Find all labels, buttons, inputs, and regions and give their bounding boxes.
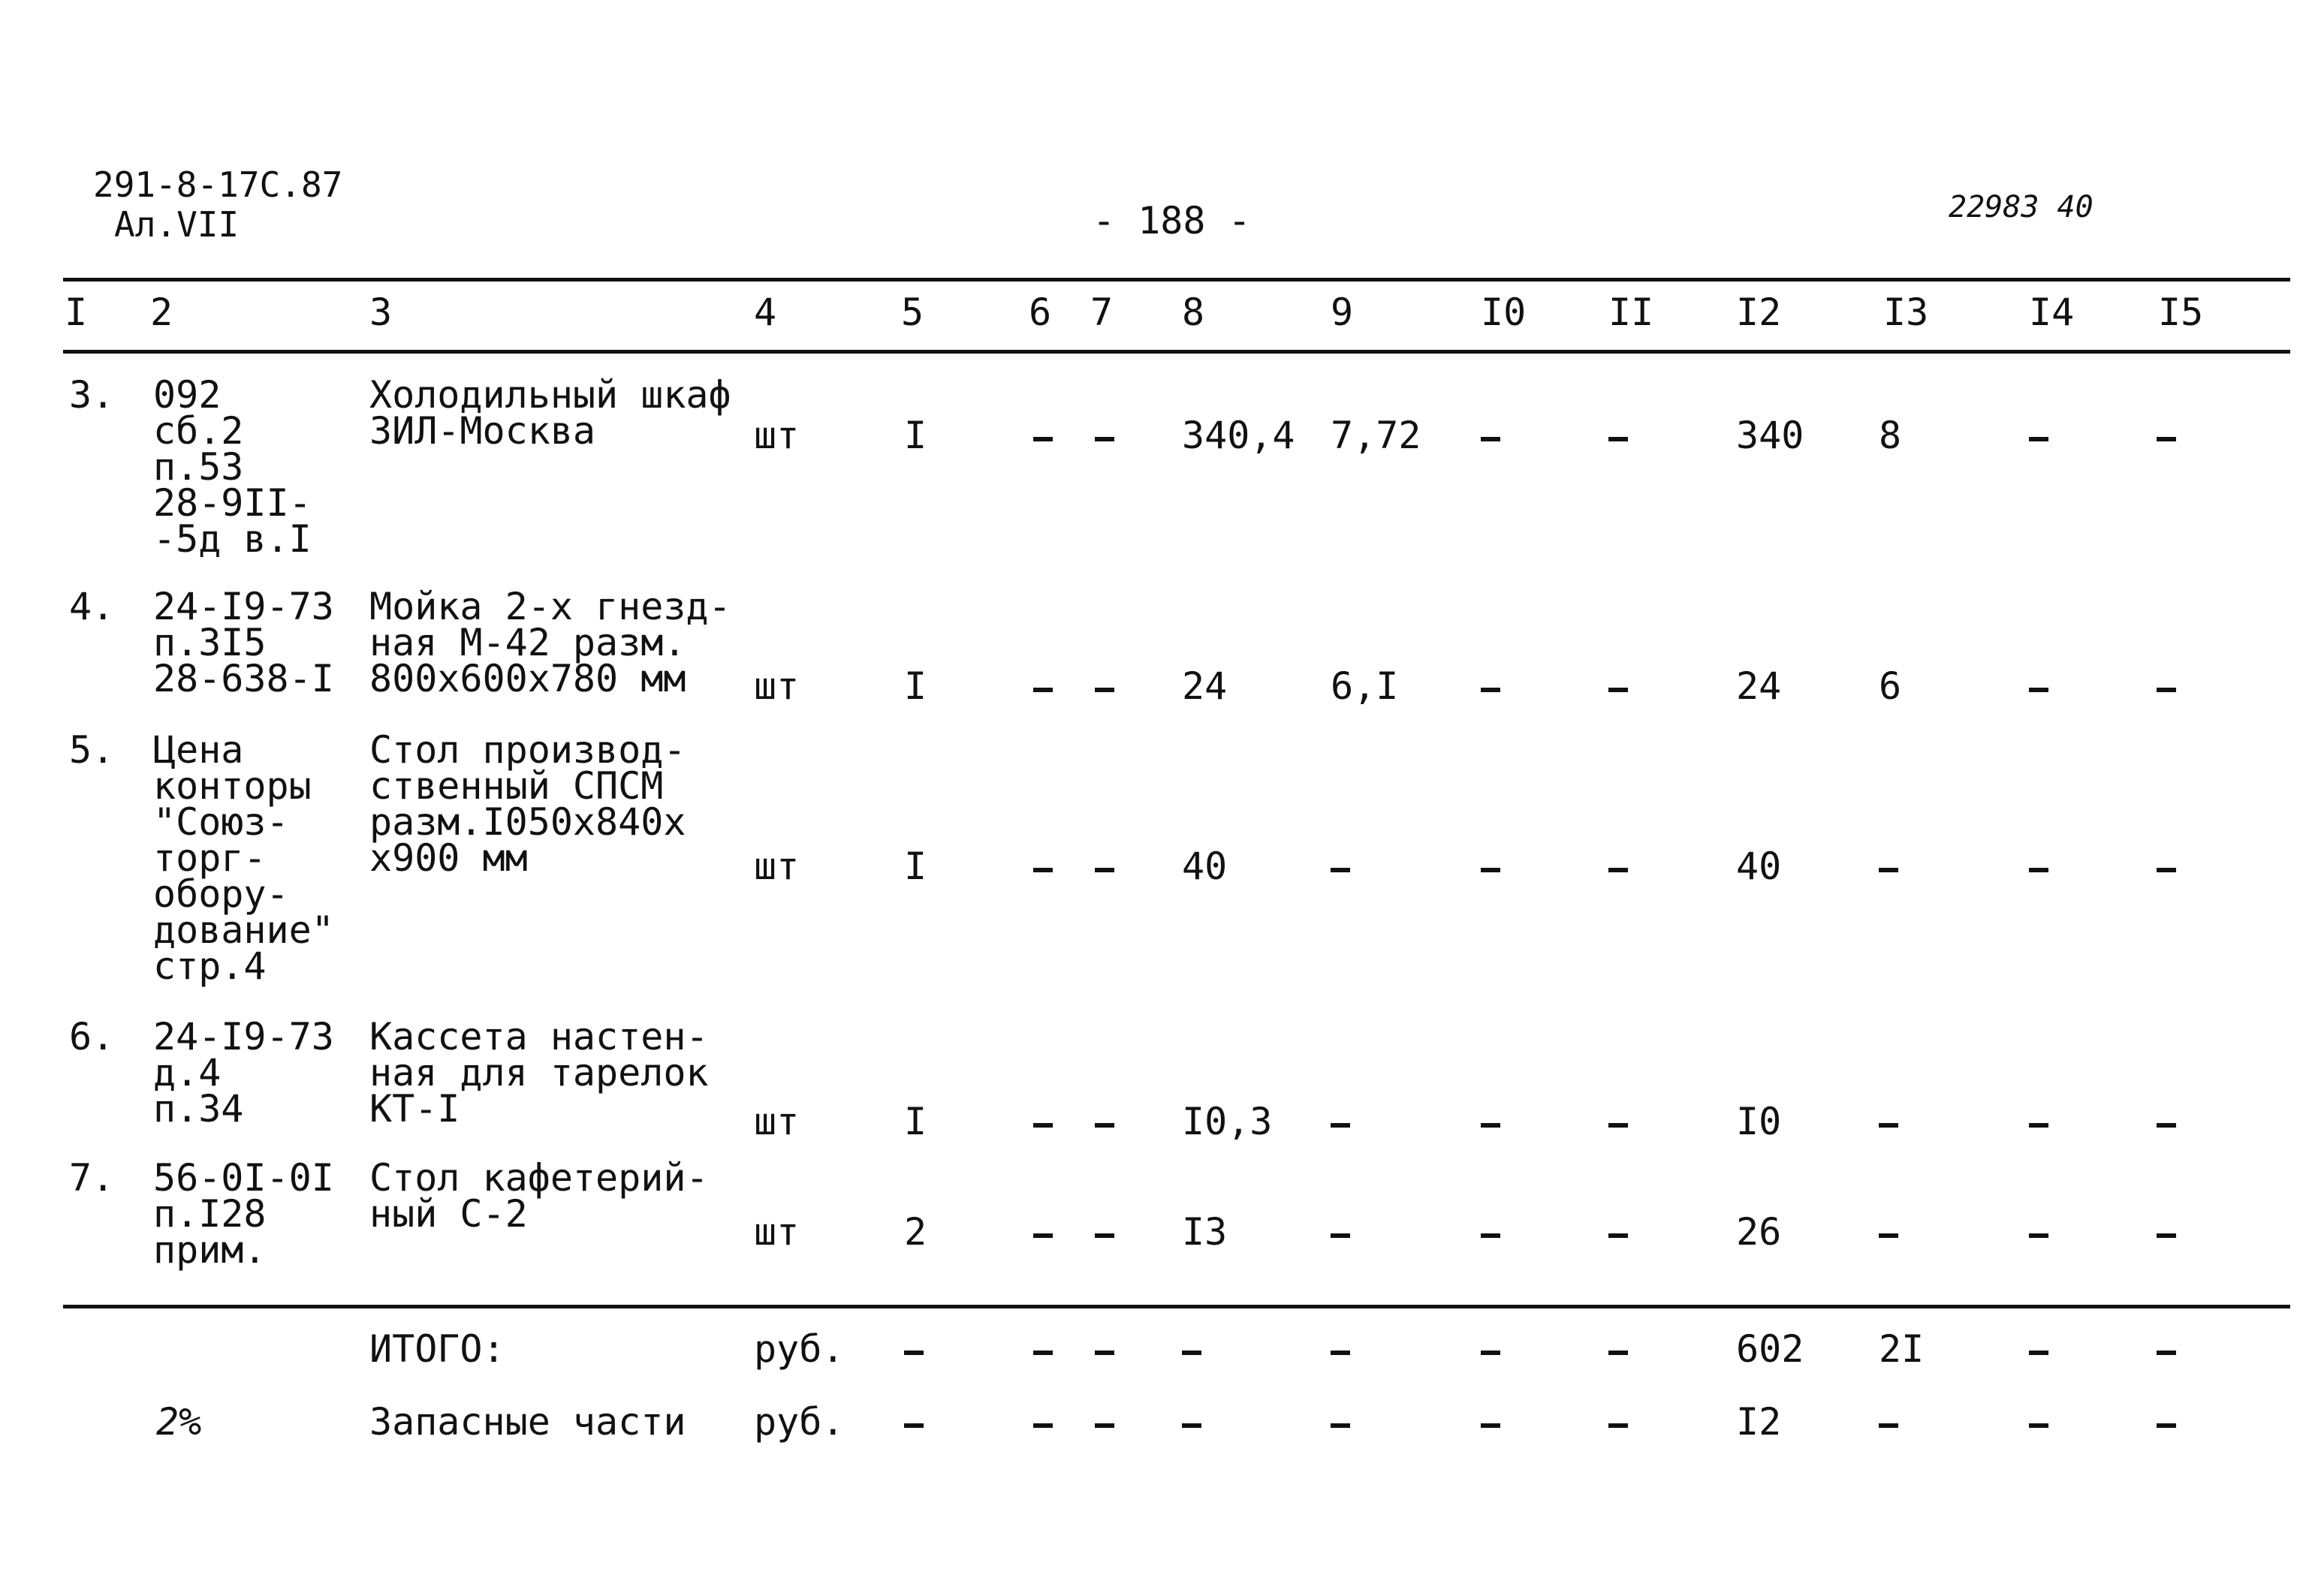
column-header: I4	[2029, 291, 2075, 334]
totals-label: ИТОГО:	[369, 1327, 505, 1371]
col13-cell: 8	[1879, 414, 1902, 457]
dash-mark	[1331, 1233, 1350, 1238]
total-price-cell: I0	[1736, 1100, 1782, 1143]
col9-cell: 7,72	[1331, 414, 1421, 457]
dash-mark	[1182, 1351, 1201, 1355]
item-name-cell: Мойка 2-х гнезд- ная М-42 разм. 800x600x780 мм	[369, 585, 731, 700]
unit-price-cell: I3	[1182, 1210, 1228, 1254]
dash-mark	[2029, 1351, 2048, 1355]
item-name-cell: Кассета настен- ная для тарелок КТ-I	[369, 1015, 709, 1131]
dash-mark	[1481, 437, 1500, 441]
dash-mark	[2029, 437, 2048, 441]
row-number: 6.	[69, 1015, 115, 1058]
dash-mark	[1095, 1351, 1114, 1355]
dash-mark	[1331, 1351, 1350, 1355]
reference-cell: 56-0I-0I п.I28 прим.	[153, 1156, 334, 1272]
dash-mark	[1481, 1423, 1500, 1428]
quantity-cell: I	[904, 414, 927, 457]
column-header: 8	[1182, 291, 1205, 334]
total-price-cell: 340	[1736, 414, 1804, 457]
dash-mark	[2157, 1123, 2176, 1128]
unit-price-cell: 340,4	[1182, 414, 1295, 457]
total-price-cell: 26	[1736, 1210, 1782, 1254]
dash-mark	[1608, 1233, 1628, 1238]
reference-cell: 24-I9-73 д.4 п.34	[153, 1015, 334, 1131]
dash-mark	[1879, 1423, 1898, 1428]
column-header: 6	[1029, 291, 1052, 334]
dash-mark	[2157, 1233, 2176, 1238]
column-header: 4	[754, 291, 777, 334]
unit-price-cell: 40	[1182, 845, 1228, 888]
column-header: II	[1608, 291, 1654, 334]
row-number: 4.	[69, 585, 115, 628]
quantity-cell: I	[904, 845, 927, 888]
dash-mark	[1033, 688, 1053, 692]
quantity-cell: I	[904, 1100, 927, 1143]
reference-cell: 092 сб.2 п.53 28-9II- -5д в.I	[153, 373, 312, 561]
column-header: I5	[2158, 291, 2204, 334]
dash-mark	[1331, 1423, 1350, 1428]
row-number: 7.	[69, 1156, 115, 1200]
dash-mark	[2157, 688, 2176, 692]
unit-cell: шт	[754, 414, 800, 457]
dash-mark	[2029, 868, 2048, 872]
dash-mark	[2029, 1123, 2048, 1128]
item-name-cell: Стол кафетерий- ный С-2	[369, 1156, 709, 1236]
dash-mark	[1095, 868, 1114, 872]
dash-mark	[1481, 688, 1500, 692]
dash-mark	[2029, 688, 2048, 692]
dash-mark	[1608, 1423, 1628, 1428]
dash-mark	[1033, 868, 1053, 872]
dash-mark	[1095, 688, 1114, 692]
dash-mark	[1481, 868, 1500, 872]
quantity-cell: 2	[904, 1210, 927, 1254]
column-header: I3	[1883, 291, 1929, 334]
total-price-cell: 40	[1736, 845, 1782, 888]
dash-mark	[1033, 1351, 1053, 1355]
total-price-cell: 602	[1736, 1327, 1804, 1371]
dash-mark	[1608, 437, 1628, 441]
table-header-rule	[63, 350, 2290, 354]
dash-mark	[1033, 1423, 1053, 1428]
dash-mark	[1182, 1423, 1201, 1428]
totals-label: Запасные части	[369, 1400, 686, 1444]
dash-mark	[1481, 1351, 1500, 1355]
unit-cell: шт	[754, 664, 800, 708]
col13-cell: 2I	[1879, 1327, 1925, 1371]
unit-cell: шт	[754, 1100, 800, 1143]
dash-mark	[2157, 437, 2176, 441]
column-header: 3	[369, 291, 393, 334]
column-header: I	[65, 291, 88, 334]
dash-mark	[1033, 1123, 1053, 1128]
dash-mark	[1095, 437, 1114, 441]
dash-mark	[2157, 1423, 2176, 1428]
dash-mark	[1879, 868, 1898, 872]
dash-mark	[1608, 1123, 1628, 1128]
col13-cell: 6	[1879, 664, 1902, 708]
percent-label: 2%	[156, 1400, 202, 1444]
dash-mark	[2029, 1233, 2048, 1238]
dash-mark	[904, 1423, 924, 1428]
item-name-cell: Холодильный шкаф ЗИЛ-Москва	[369, 373, 731, 453]
dash-mark	[1095, 1233, 1114, 1238]
document-code: 291-8-17C.87	[93, 164, 343, 205]
reference-cell: Цена конторы "Союз- торг- обору- дование" стр.4	[153, 728, 334, 988]
unit-cell: руб.	[754, 1327, 845, 1371]
unit-cell: шт	[754, 845, 800, 888]
column-header: I0	[1481, 291, 1527, 334]
column-header: 5	[901, 291, 924, 334]
dash-mark	[2157, 868, 2176, 872]
unit-cell: шт	[754, 1210, 800, 1254]
dash-mark	[1608, 1351, 1628, 1355]
dash-mark	[1331, 1123, 1350, 1128]
dash-mark	[1608, 688, 1628, 692]
dash-mark	[1481, 1233, 1500, 1238]
sheet-label: Ал.VII	[114, 204, 240, 245]
reference-cell: 24-I9-73 п.3I5 28-638-I	[153, 585, 334, 700]
dash-mark	[904, 1351, 924, 1355]
total-price-cell: I2	[1736, 1400, 1782, 1444]
dash-mark	[1033, 1233, 1053, 1238]
row-number: 5.	[69, 728, 115, 772]
dash-mark	[1879, 1233, 1898, 1238]
quantity-cell: I	[904, 664, 927, 708]
totals-rule	[63, 1305, 2290, 1308]
row-number: 3.	[69, 373, 115, 417]
dash-mark	[1481, 1123, 1500, 1128]
col9-cell: 6,I	[1331, 664, 1399, 708]
dash-mark	[2157, 1351, 2176, 1355]
dash-mark	[1608, 868, 1628, 872]
unit-price-cell: 24	[1182, 664, 1228, 708]
column-header: I2	[1736, 291, 1782, 334]
dash-mark	[1095, 1423, 1114, 1428]
dash-mark	[1331, 868, 1350, 872]
dash-mark	[1879, 1123, 1898, 1128]
dash-mark	[1033, 437, 1053, 441]
column-header: 7	[1090, 291, 1114, 334]
column-header: 9	[1331, 291, 1354, 334]
total-price-cell: 24	[1736, 664, 1782, 708]
archive-stamp: 22983 40	[1949, 190, 2093, 224]
unit-cell: руб.	[754, 1400, 845, 1444]
item-name-cell: Стол производ- ственный СПСМ разм.I050x840x x900 мм	[369, 728, 686, 880]
table-top-rule	[63, 278, 2290, 282]
column-header: 2	[150, 291, 173, 334]
dash-mark	[1095, 1123, 1114, 1128]
dash-mark	[2029, 1423, 2048, 1428]
unit-price-cell: I0,3	[1182, 1100, 1273, 1143]
page-number: - 188 -	[1093, 199, 1251, 242]
